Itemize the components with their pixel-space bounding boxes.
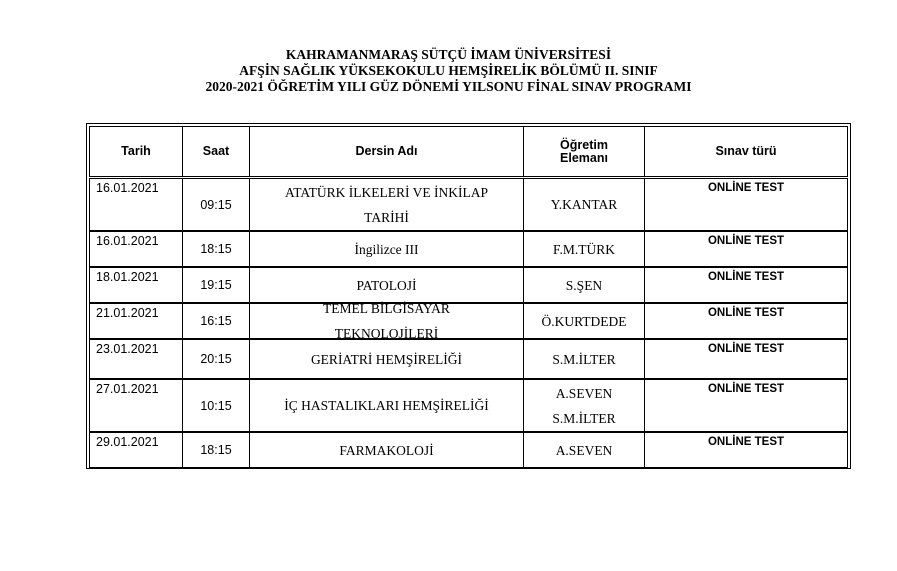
cell-course: İngilizce III	[249, 231, 524, 267]
header-exam-type: Sınav türü	[644, 126, 848, 177]
cell-time: 16:15	[182, 303, 250, 339]
cell-date: 29.01.2021	[89, 432, 183, 468]
cell-instructor: A.SEVEN	[523, 432, 645, 468]
cell-date: 27.01.2021	[89, 379, 183, 432]
cell-exam-type: ONLİNE TEST	[644, 267, 848, 303]
cell-date: 18.01.2021	[89, 267, 183, 303]
cell-exam-type: ONLİNE TEST	[644, 303, 848, 339]
cell-instructor: S.ŞEN	[523, 267, 645, 303]
cell-time: 09:15	[182, 178, 250, 231]
header-course: Dersin Adı	[249, 126, 524, 177]
cell-course: TEMEL BİLGİSAYAR TEKNOLOJİLERİ	[249, 303, 524, 339]
cell-exam-type: ONLİNE TEST	[644, 231, 848, 267]
cell-exam-type: ONLİNE TEST	[644, 178, 848, 231]
cell-time: 19:15	[182, 267, 250, 303]
exam-schedule-table	[86, 123, 851, 469]
cell-time: 18:15	[182, 432, 250, 468]
title-university: KAHRAMANMARAŞ SÜTÇÜ İMAM ÜNİVERSİTESİ	[285, 47, 612, 62]
cell-course: FARMAKOLOJİ	[249, 432, 524, 468]
cell-date: 23.01.2021	[89, 339, 183, 379]
cell-date: 16.01.2021	[89, 231, 183, 267]
cell-instructor: Ö.KURTDEDE	[523, 303, 645, 339]
cell-time: 10:15	[182, 379, 250, 432]
title-exam-program: 2020-2021 ÖĞRETİM YILI GÜZ DÖNEMİ YILSONU FİNAL SINAV PROGRAMI	[205, 79, 692, 94]
header-instructor: Öğretim Elemanı	[523, 126, 645, 177]
header-date: Tarih	[89, 126, 183, 177]
cell-exam-type: ONLİNE TEST	[644, 339, 848, 379]
cell-instructor: S.M.İLTER	[523, 339, 645, 379]
cell-date: 21.01.2021	[89, 303, 183, 339]
document-title	[0, 47, 897, 95]
cell-course: İÇ HASTALIKLARI HEMŞİRELİĞİ	[249, 379, 524, 432]
cell-exam-type: ONLİNE TEST	[644, 379, 848, 432]
cell-course: PATOLOJİ	[249, 267, 524, 303]
cell-exam-type: ONLİNE TEST	[644, 432, 848, 468]
cell-instructor: Y.KANTAR	[523, 178, 645, 231]
cell-time: 20:15	[182, 339, 250, 379]
cell-instructor: F.M.TÜRK	[523, 231, 645, 267]
cell-course: GERİATRİ HEMŞİRELİĞİ	[249, 339, 524, 379]
cell-time: 18:15	[182, 231, 250, 267]
table-grid	[89, 126, 848, 466]
cell-course: ATATÜRK İLKELERİ VE İNKİLAP TARİHİ	[249, 178, 524, 231]
cell-instructor: A.SEVEN S.M.İLTER	[523, 379, 645, 432]
title-department: AFŞİN SAĞLIK YÜKSEKOKULU HEMŞİRELİK BÖLÜMÜ II. SINIF	[239, 63, 658, 78]
cell-date: 16.01.2021	[89, 178, 183, 231]
header-time: Saat	[182, 126, 250, 177]
